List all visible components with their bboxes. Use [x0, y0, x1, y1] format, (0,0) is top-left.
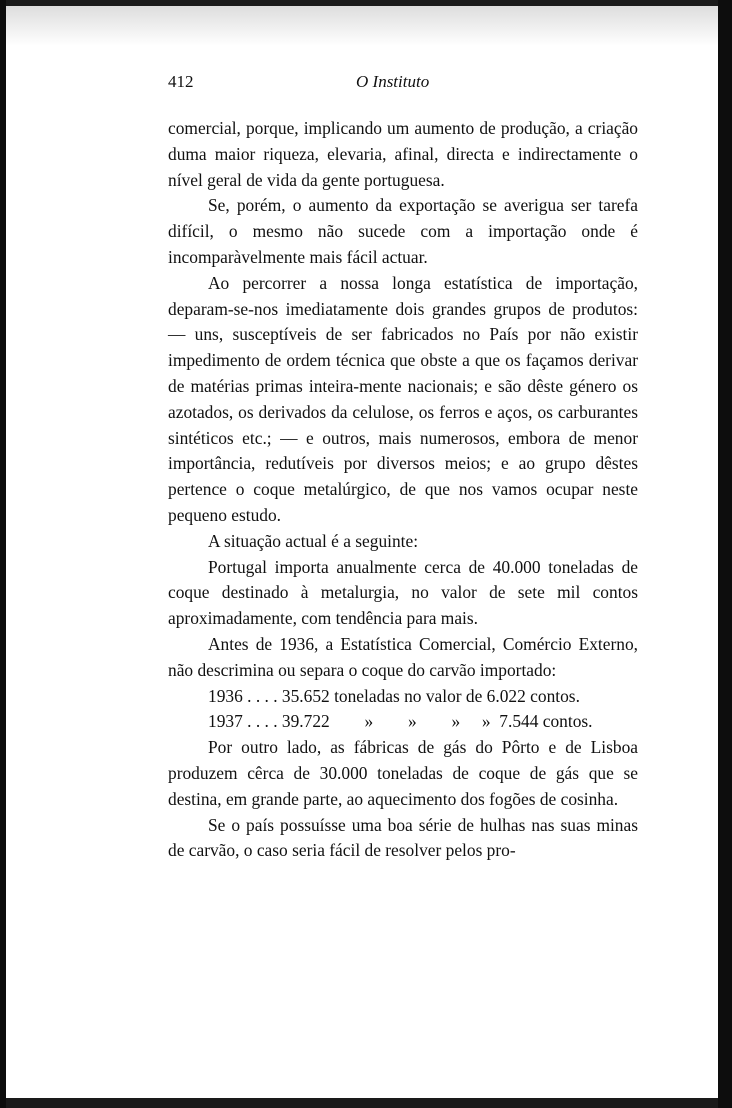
paragraph: Ao percorrer a nossa longa estatística de importação, deparam-se-nos imediatamente dois grandes grupos de produtos: — uns, susceptíveis de ser fabricados no País por não existir impedimento de ordem técnica que obste a que os façamos derivar de matérias primas inteira-mente nacionais; e são dêste género os azotados, os derivados da celulose, os ferros e aços, os carburantes sintéticos etc.; — e outros, mais numerosos, embora de menor importância, redutíveis por diversos meios; e ao grupo dêstes pertence o coque metalúrgico, de que nos vamos ocupar neste pequeno estudo. [168, 272, 638, 525]
paragraph: Se, porém, o aumento da exportação se averigua ser tarefa difícil, o mesmo não sucede com a importação onde é incomparàvelmente mais fácil actuar. [168, 195, 638, 267]
paragraph: Antes de 1936, a Estatística Comercial, Comércio Externo, não descrimina ou separa o coque do carvão importado: [168, 633, 638, 680]
scan-border-right [718, 0, 732, 1108]
paragraph: Se o país possuísse uma boa série de hulhas nas suas minas de carvão, o caso seria fácil de resolver pelos pro- [168, 814, 638, 861]
page-header [168, 72, 648, 96]
paragraph: Portugal importa anualmente cerca de 40.000 toneladas de coque destinado à metalurgia, no valor de sete mil contos aproximadamente, com tendência para mais. [168, 556, 638, 629]
scan-shadow [6, 6, 720, 46]
paragraph: Por outro lado, as fábricas de gás do Pôrto e de Lisboa produzem cêrca de 30.000 toneladas de coque de gás que se destina, em grande parte, ao aquecimento dos fogões de cosinha. [168, 737, 638, 809]
book-page [6, 6, 720, 1098]
body-text [168, 116, 638, 864]
import-row-1936: 1936 . . . . 35.652 toneladas no valor de 6.022 contos. [208, 685, 580, 706]
running-title: O Instituto [356, 72, 430, 91]
paragraph: comercial, porque, implicando um aumento de produção, a criação duma maior riqueza, elevaria, afinal, directa e indirectamente o nível geral de vida da gente portuguesa. [168, 118, 638, 190]
import-row-1937: 1937 . . . . 39.722 » » » » 7.544 contos. [208, 711, 593, 732]
paragraph: A situação actual é a seguinte: [208, 530, 419, 551]
page-number: 412 [168, 72, 194, 91]
